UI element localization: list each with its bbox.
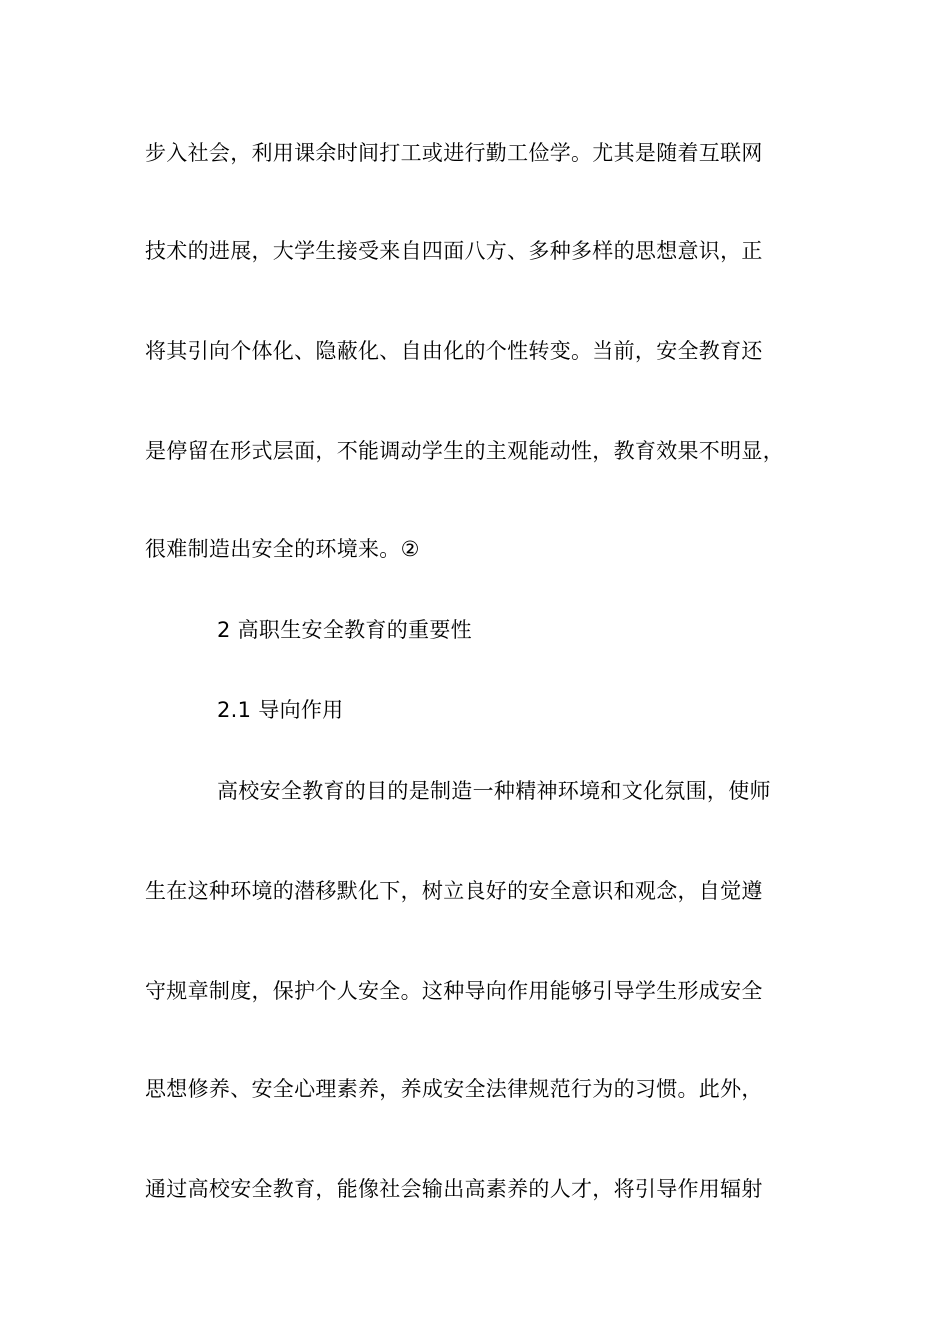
paragraph-2-line-2: 生在这种环境的潜移默化下，树立良好的安全意识和观念，自觉遵 — [145, 879, 763, 903]
section-heading: 2 高职生安全教育的重要性 — [217, 618, 472, 642]
subsection-heading: 2.1 导向作用 — [217, 698, 344, 722]
paragraph-1-line-3: 将其引向个体化、隐蔽化、自由化的个性转变。当前，安全教育还 — [145, 339, 763, 363]
paragraph-1-line-5: 很难制造出安全的环境来。② — [145, 537, 420, 561]
paragraph-1-line-4: 是停留在形式层面，不能调动学生的主观能动性，教育效果不明显， — [145, 439, 784, 463]
paragraph-2-line-1: 高校安全教育的目的是制造一种精神环境和文化氛围，使师 — [217, 779, 771, 803]
paragraph-1-line-1: 步入社会，利用课余时间打工或进行勤工俭学。尤其是随着互联网 — [145, 141, 763, 165]
paragraph-1-line-2: 技术的进展，大学生接受来自四面八方、多种多样的思想意识，正 — [145, 239, 763, 263]
paragraph-2-line-4: 思想修养、安全心理素养，养成安全法律规范行为的习惯。此外， — [145, 1077, 763, 1101]
paragraph-2-line-5: 通过高校安全教育，能像社会输出高素养的人才，将引导作用辐射 — [145, 1177, 763, 1201]
paragraph-2-line-3: 守规章制度，保护个人安全。这种导向作用能够引导学生形成安全 — [145, 979, 763, 1003]
